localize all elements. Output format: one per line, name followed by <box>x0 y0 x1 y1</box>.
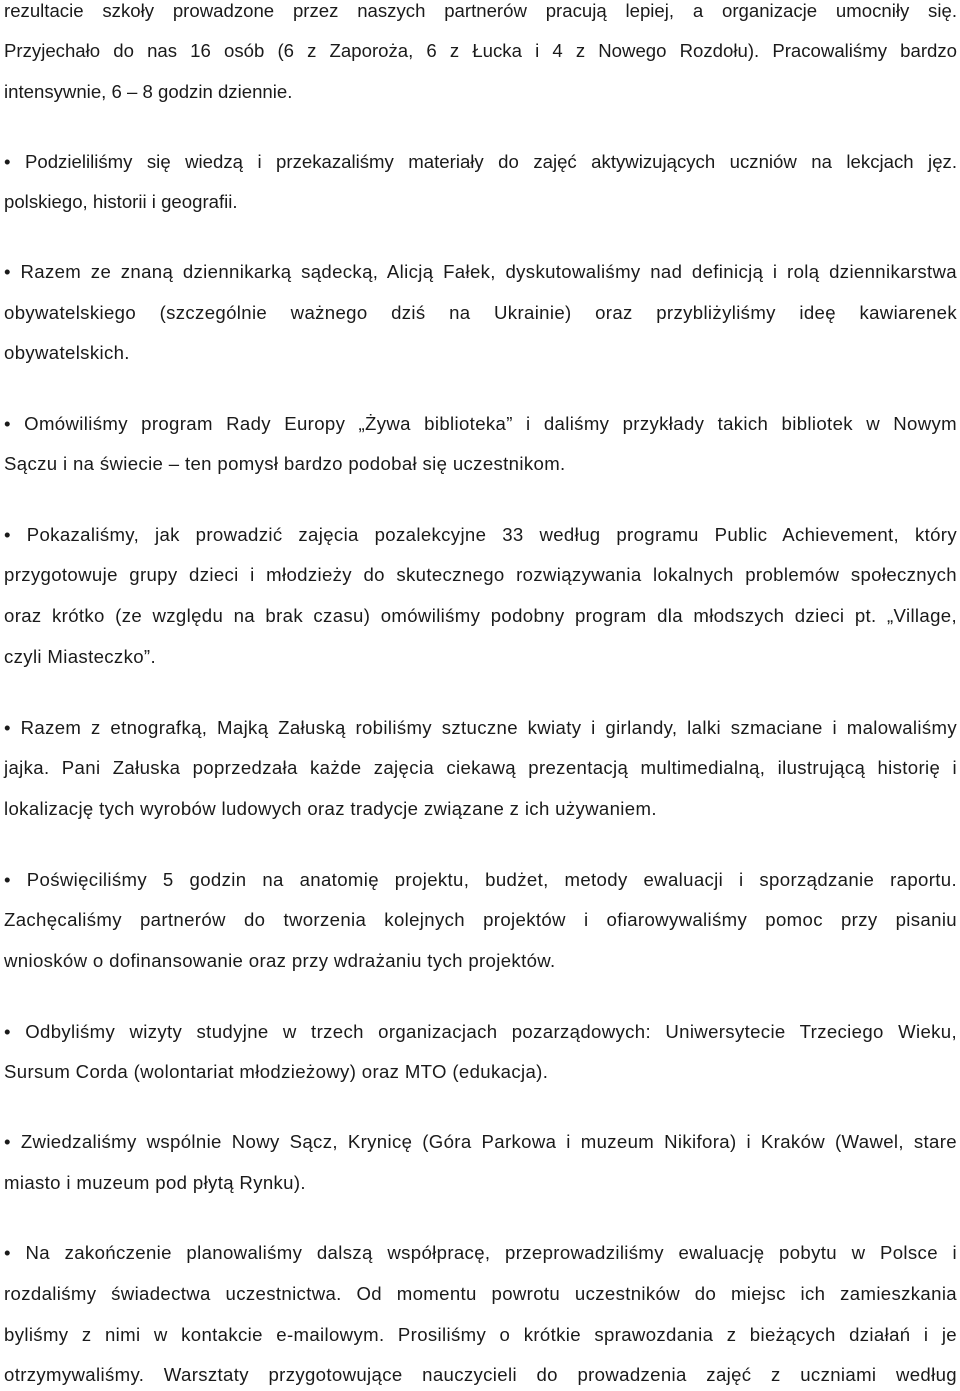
list-item-line: • Razem z etnografką, Majką Załuską robiliśmy sztuczne kwiaty i girlandy, lalki szmaciane i malowaliśmy <box>4 717 957 738</box>
text-line: czyli Miasteczko”. <box>4 646 156 667</box>
list-item-line: • Zwiedzaliśmy wspólnie Nowy Sącz, Krynicę (Góra Parkowa i muzeum Nikifora) i Kraków (Wawel, stare <box>4 1131 957 1152</box>
list-item-line: • Omówiliśmy program Rady Europy „Żywa biblioteka” i daliśmy przykłady takich bibliotek w Nowym <box>4 413 957 434</box>
text-line: intensywnie, 6 – 8 godzin dziennie. <box>4 81 293 102</box>
list-item-line: • Odbyliśmy wizyty studyjne w trzech organizacjach pozarządowych: Uniwersytecie Trzeciego Wieku, <box>4 1021 957 1042</box>
list-item-line: • Na zakończenie planowaliśmy dalszą współpracę, przeprowadziliśmy ewaluację pobytu w Polsce i <box>4 1242 957 1263</box>
text-line: obywatelskiego (szczególnie ważnego dziś na Ukrainie) oraz przybliżyliśmy ideę kawiarenek <box>4 302 957 323</box>
text-line: Zachęcaliśmy partnerów do tworzenia kolejnych projektów i ofiarowywaliśmy pomoc przy pisaniu <box>4 909 957 930</box>
text-line: polskiego, historii i geografii. <box>4 191 238 212</box>
text-line: otrzymywaliśmy. Warsztaty przygotowujące nauczycieli do prowadzenia zajęć z uczniami według <box>4 1364 957 1385</box>
text-line: Sączu i na świecie – ten pomysł bardzo podobał się uczestnikom. <box>4 453 566 474</box>
text-line: jajka. Pani Załuska poprzedzała każde zajęcia ciekawą prezentacją multimedialną, ilustrującą historię i <box>4 757 957 778</box>
text-line: rezultacie szkoły prowadzone przez naszych partnerów pracują lepiej, a organizacje umocniły się. <box>4 0 957 21</box>
text-line: miasto i muzeum pod płytą Rynku). <box>4 1172 306 1193</box>
text-line: byliśmy z nimi w kontakcie e-mailowym. Prosiliśmy o krótkie sprawozdania z bieżących działań i je <box>4 1324 957 1345</box>
text-line: lokalizację tych wyrobów ludowych oraz tradycje związane z ich używaniem. <box>4 798 657 819</box>
text-line: wniosków o dofinansowanie oraz przy wdrażaniu tych projektów. <box>4 950 556 971</box>
text-line: Sursum Corda (wolontariat młodzieżowy) oraz MTO (edukacja). <box>4 1061 549 1082</box>
list-item-line: • Podzieliliśmy się wiedzą i przekazaliśmy materiały do zajęć aktywizujących uczniów na lekcjach jęz. <box>4 151 957 172</box>
text-line: przygotowuje grupy dzieci i młodzieży do skutecznego rozwiązywania lokalnych problemów społecznych <box>4 564 957 585</box>
text-line: obywatelskich. <box>4 342 130 363</box>
list-item-line: • Poświęciliśmy 5 godzin na anatomię projektu, budżet, metody ewaluacji i sporządzanie raportu. <box>4 869 957 890</box>
list-item-line: • Pokazaliśmy, jak prowadzić zajęcia pozalekcyjne 33 według programu Public Achievement, który <box>4 524 957 545</box>
list-item-line: • Razem ze znaną dziennikarką sądecką, Alicją Fałek, dyskutowaliśmy nad definicją i rolą dziennikarstwa <box>4 261 957 282</box>
text-line: rozdaliśmy świadectwa uczestnictwa. Od momentu powrotu uczestników do miejsc ich zamieszkania <box>4 1283 957 1304</box>
text-line: oraz krótko (ze względu na brak czasu) omówiliśmy podobny program dla młodszych dzieci pt. „Village, <box>4 605 957 626</box>
text-line: Przyjechało do nas 16 osób (6 z Zaporoża, 6 z Łucka i 4 z Nowego Rozdołu). Pracowaliśmy bardzo <box>4 40 957 61</box>
